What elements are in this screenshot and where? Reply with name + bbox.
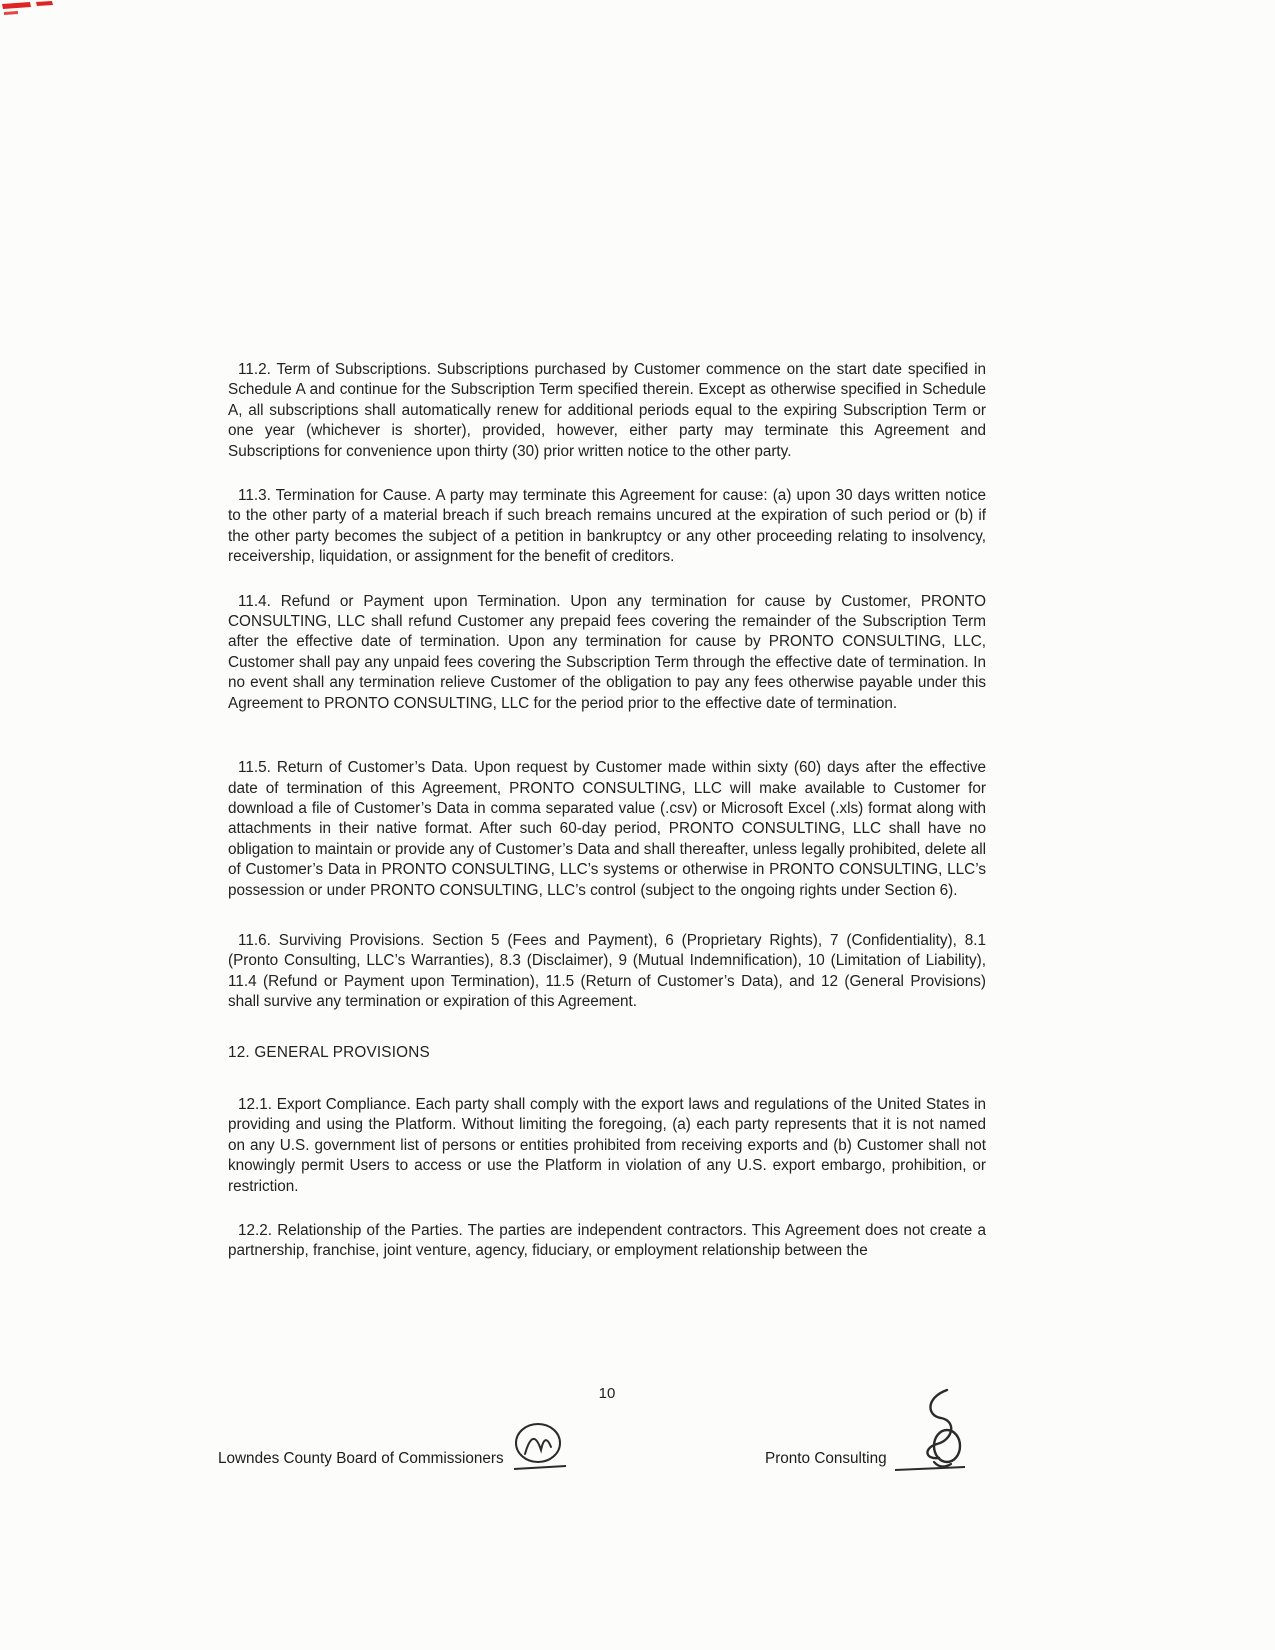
section-11-2: 11.2. Term of Subscriptions. Subscriptions purchased by Customer commence on the start date specified in Schedule A and continue for the Subscription Term specified therein. Except as otherwise specified in Schedule A, all subscriptions shall automatically renew for additional periods equal to the expiring Subscription Term or one year (whichever is shorter), provided, however, either party may terminate this Agreement and Subscriptions for convenience upon thirty (30) prior written notice to the other party. bbox=[228, 361, 986, 460]
page-number: 10 bbox=[598, 1385, 616, 1402]
right-signature-icon bbox=[891, 1384, 969, 1474]
left-signature-initials-icon bbox=[508, 1420, 570, 1474]
left-signatory-label: Lowndes County Board of Commissioners bbox=[218, 1450, 504, 1467]
signature-block-left bbox=[218, 1418, 570, 1474]
section-11-5: 11.5. Return of Customer’s Data. Upon request by Customer made within sixty (60) days after the effective date of termination of this Agreement, PRONTO CONSULTING, LLC will make available to Customer for download a file of Customer’s Data in comma separated value (.csv) or Microsoft Excel (.xls) format along with attachments in their native format. After such 60-day period, PRONTO CONSULTING, LLC shall have no obligation to maintain or provide any of Customer’s Data and shall thereafter, unless legally prohibited, delete all of Customer’s Data in PRONTO CONSULTING, LLC’s systems or otherwise in PRONTO CONSULTING, LLC’s possession or under PRONTO CONSULTING, LLC’s control (subject to the ongoing rights under Section 6). bbox=[228, 759, 986, 899]
right-signatory-label: Pronto Consulting bbox=[765, 1450, 887, 1467]
section-12-1: 12.1. Export Compliance. Each party shall comply with the export laws and regulations of the United States in providing and using the Platform. Without limiting the foregoing, (a) each party represents that it is not named on any U.S. government list of persons or entities prohibited from receiving exports and (b) Customer shall not knowingly permit Users to access or use the Platform in violation of any U.S. export embargo, prohibition, or restriction. bbox=[228, 1095, 986, 1195]
section-12-2: 12.2. Relationship of the Parties. The parties are independent contractors. This Agreement does not create a partnership, franchise, joint venture, agency, fiduciary, or employment relationship between the bbox=[228, 1222, 986, 1260]
section-11-6: 11.6. Surviving Provisions. Section 5 (Fees and Payment), 6 (Proprietary Rights), 7 (Confidentiality), 8.1 (Pronto Consulting, LLC’s Warranties), 8.3 (Disclaimer), 9 (Mutual Indemnification), 10 (Limitation of Liability), 11.4 (Refund or Payment upon Termination), 11.5 (Return of Customer’s Data), and 12 (General Provisions) shall survive any termination or expiration of this Agreement. bbox=[228, 931, 986, 1011]
red-scan-artifact-icon bbox=[0, 0, 70, 18]
section-11-4: 11.4. Refund or Payment upon Termination. Upon any termination for cause by Customer, PRONTO CONSULTING, LLC shall refund Customer any prepaid fees covering the remainder of the Subscription Term after the effective date of termination. Upon any termination for cause by PRONTO CONSULTING, LLC, Customer shall pay any unpaid fees covering the Subscription Term through the effective date of termination. In no event shall any termination relieve Customer of the obligation to pay any fees otherwise payable under this Agreement to PRONTO CONSULTING, LLC for the period prior to the effective date of termination. bbox=[228, 592, 986, 712]
section-12-heading: 12. GENERAL PROVISIONS bbox=[228, 1043, 430, 1061]
contract-body bbox=[228, 360, 986, 1286]
signature-block-right bbox=[765, 1382, 969, 1474]
section-11-3: 11.3. Termination for Cause. A party may terminate this Agreement for cause: (a) upon 30 days written notice to the other party of a material breach if such breach remains uncured at the expiration of such period or (b) if the other party becomes the subject of a petition in bankruptcy or any other proceeding relating to insolvency, receivership, liquidation, or assignment for the benefit of creditors. bbox=[228, 487, 986, 566]
